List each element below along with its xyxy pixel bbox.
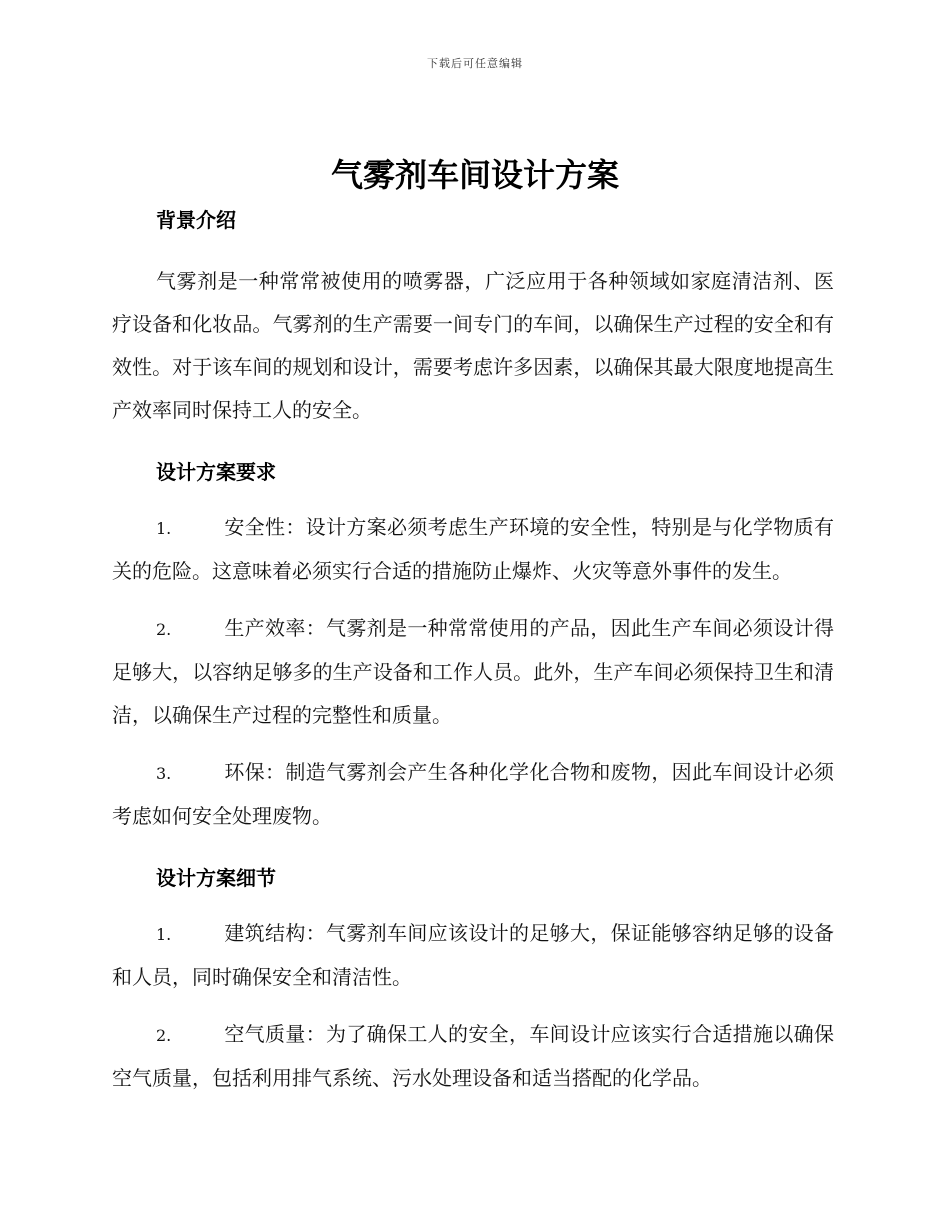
document-title: 气雾剂车间设计方案 [330, 156, 619, 194]
list-item [112, 1013, 834, 1100]
list-item [112, 506, 834, 593]
document-body [112, 200, 834, 1100]
section-heading-details: 设计方案细节 [156, 866, 276, 890]
list-text: 环保：制造气雾剂会产生各种化学化合物和废物，因此车间设计必须考虑如何安全处理废物。 [112, 760, 834, 828]
section-heading-requirements: 设计方案要求 [156, 460, 276, 484]
list-text: 建筑结构：气雾剂车间应该设计的足够大，保证能够容纳足够的设备和人员，同时确保安全和清洁性。 [112, 921, 834, 989]
background-paragraph: 气雾剂是一种常常被使用的喷雾器，广泛应用于各种领域如家庭清洁剂、医疗设备和化妆品。气雾剂的生产需要一间专门的车间，以确保生产过程的安全和有效性。对于该车间的规划和设计，需要考虑许多因素，以确保其最大限度地提高生产效率同时保持工人的安全。 [112, 269, 834, 422]
list-text: 空气质量：为了确保工人的安全，车间设计应该实行合适措施以确保空气质量，包括利用排气系统、污水处理设备和适当搭配的化学品。 [112, 1022, 834, 1090]
list-number: 3. [156, 764, 172, 783]
list-text: 生产效率：气雾剂是一种常常使用的产品，因此生产车间必须设计得足够大，以容纳足够多的生产设备和工作人员。此外，生产车间必须保持卫生和清洁，以确保生产过程的完整性和质量。 [112, 616, 834, 727]
list-number: 1. [156, 925, 172, 944]
list-number: 2. [156, 1026, 172, 1045]
list-item [112, 607, 834, 737]
section-heading-background: 背景介绍 [156, 208, 236, 232]
list-item [112, 912, 834, 999]
list-number: 1. [156, 519, 172, 538]
list-item [112, 751, 834, 838]
list-number: 2. [156, 620, 172, 639]
header-note: 下载后可任意编辑 [427, 57, 523, 70]
list-text: 安全性：设计方案必须考虑生产环境的安全性，特别是与化学物质有关的危险。这意味着必须实行合适的措施防止爆炸、火灾等意外事件的发生。 [112, 515, 834, 583]
